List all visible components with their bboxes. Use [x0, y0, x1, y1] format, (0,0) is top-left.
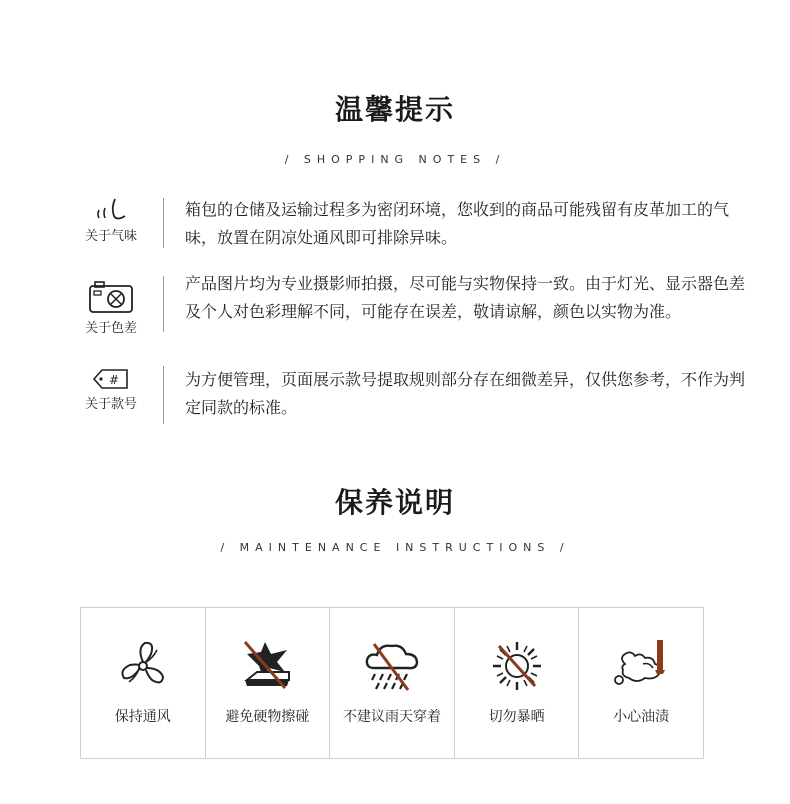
no-rain-icon [362, 638, 422, 694]
no-hard-objects-icon [239, 638, 295, 694]
care-item-oil [579, 608, 703, 758]
note-smell [74, 196, 754, 256]
note-style-number [74, 366, 754, 426]
divider [163, 366, 164, 424]
maintenance-subtitle: / MAINTENANCE INSTRUCTIONS / [220, 541, 570, 554]
care-label: 小心油渍 [613, 709, 670, 725]
note-label: 关于气味 [84, 229, 137, 244]
care-item-sun [455, 608, 580, 758]
care-label: 避免硬物擦碰 [225, 709, 310, 725]
smell-icon [93, 196, 129, 222]
fan-icon [115, 638, 171, 694]
note-text: 产品图片均为专业摄影师拍摄，尽可能与实物保持一致。由于灯光、显示器色差及个人对色彩理解不同，可能存在误差，敬请谅解，颜色以实物为准。 [185, 274, 746, 321]
care-label: 切勿暴晒 [488, 709, 545, 725]
maintenance-title: 保养说明 [334, 486, 455, 519]
divider [163, 198, 164, 248]
no-sun-icon [489, 638, 545, 694]
divider [163, 276, 164, 332]
shopping-notes-subtitle: / SHOPPING NOTES / [284, 153, 506, 166]
note-text: 为方便管理，页面展示款号提取规则部分存在细微差异，仅供您参考，不作为判定同款的标准。 [185, 370, 746, 417]
tag-icon [92, 368, 130, 390]
note-label: 关于色差 [84, 321, 137, 336]
care-item-hard-objects [206, 608, 331, 758]
shopping-notes-title: 温馨提示 [334, 93, 455, 126]
care-label: 保持通风 [114, 709, 171, 725]
note-label: 关于款号 [84, 397, 137, 412]
care-item-ventilation [81, 608, 206, 758]
oil-stain-icon [611, 638, 671, 694]
care-item-rain [330, 608, 455, 758]
svg-text:#: # [108, 373, 120, 387]
note-text: 箱包的仓储及运输过程多为密闭环境，您收到的商品可能残留有皮革加工的气味，放置在阴凉处通风即可排除异味。 [185, 200, 730, 247]
camera-icon [88, 280, 134, 314]
care-label: 不建议雨天穿着 [342, 709, 441, 725]
note-color [74, 270, 754, 354]
care-grid [80, 607, 704, 759]
